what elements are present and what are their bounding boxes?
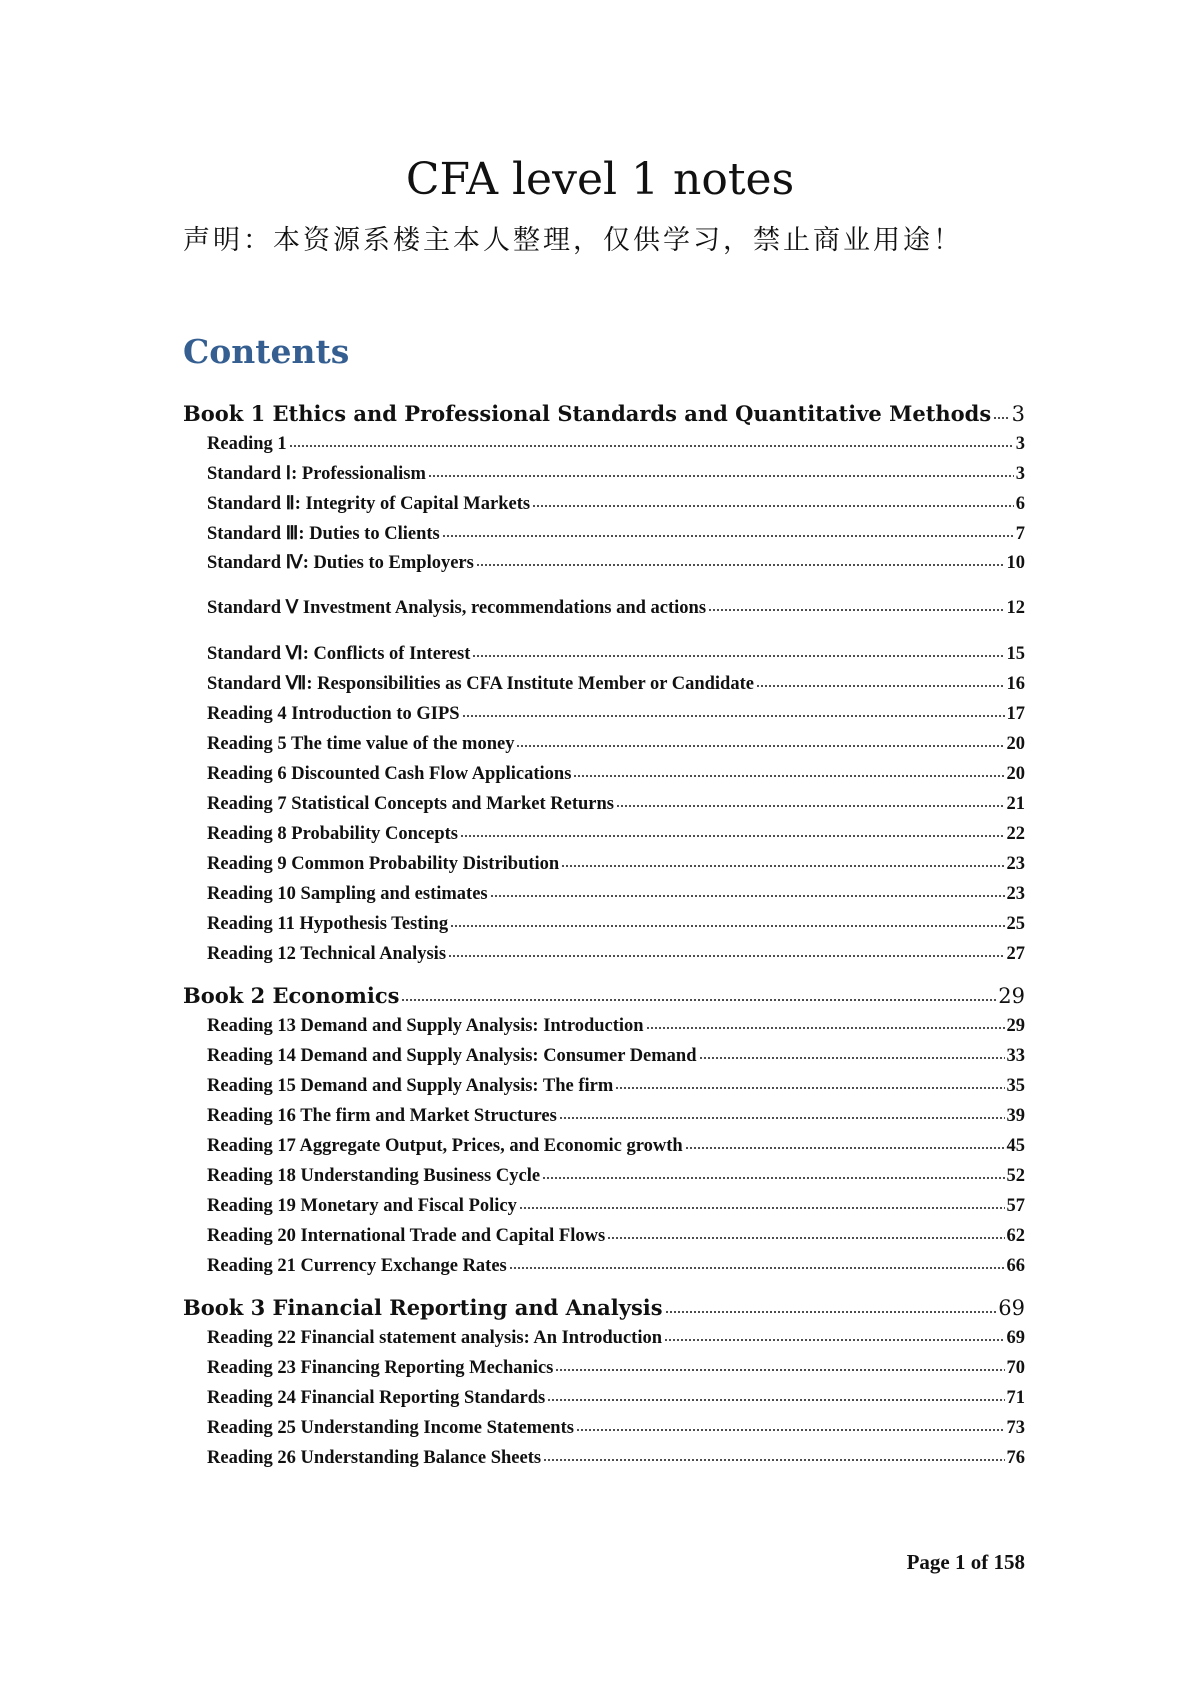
toc-entry-title: Standard Ⅴ Investment Analysis, recommendations and actions	[207, 597, 707, 618]
toc-entry-page: 22	[1006, 823, 1025, 844]
toc-dot-leader	[993, 402, 1009, 423]
toc-dot-leader	[542, 1164, 1004, 1183]
toc-entry-page: 25	[1006, 913, 1025, 934]
toc-entry-title: Reading 26 Understanding Balance Sheets	[207, 1447, 542, 1468]
toc-entry-page: 3	[1015, 433, 1025, 454]
footer-current-page: 1	[955, 1550, 966, 1574]
toc-entry[interactable]	[207, 1042, 1025, 1067]
toc-entry-page: 23	[1006, 883, 1025, 904]
footer-prefix: Page	[906, 1550, 955, 1574]
toc-dot-leader	[756, 672, 1005, 691]
toc-entry-page: 20	[1006, 763, 1025, 784]
toc-entry-title: Reading 4 Introduction to GIPS	[207, 703, 460, 724]
toc-entry[interactable]	[207, 460, 1025, 485]
toc-entry[interactable]	[207, 490, 1025, 515]
toc-book-entry[interactable]	[183, 1294, 1025, 1320]
toc-entry[interactable]	[207, 640, 1025, 665]
toc-dot-leader	[547, 1386, 1004, 1405]
toc-entry[interactable]	[207, 1444, 1025, 1469]
toc-entry[interactable]	[207, 1162, 1025, 1187]
toc-entry[interactable]	[207, 940, 1025, 965]
document-title: CFA level 1 notes	[405, 154, 795, 205]
toc-entry-title: Reading 15 Demand and Supply Analysis: The firm	[207, 1075, 614, 1096]
toc-entry[interactable]	[207, 670, 1025, 695]
toc-entry-title: Reading 11 Hypothesis Testing	[207, 913, 449, 934]
toc-entry-page: 15	[1006, 643, 1025, 664]
toc-book-entry[interactable]	[183, 982, 1025, 1008]
disclaimer-text: 声明：本资源系楼主本人整理，仅供学习，禁止商业用途！	[183, 225, 963, 256]
toc-entry-page: 52	[1006, 1165, 1025, 1186]
toc-entry-page: 33	[1006, 1045, 1025, 1066]
toc-entry-page: 62	[1006, 1225, 1025, 1246]
toc-entry[interactable]	[207, 594, 1025, 619]
toc-entry-page: 35	[1006, 1075, 1025, 1096]
toc-entry-title: Reading 24 Financial Reporting Standards	[207, 1387, 546, 1408]
toc-entry-title: Reading 18 Understanding Business Cycle	[207, 1165, 541, 1186]
toc-entry-title: Reading 25 Understanding Income Statements	[207, 1417, 574, 1438]
toc-entry[interactable]	[207, 1414, 1025, 1439]
toc-entry[interactable]	[207, 430, 1025, 455]
toc-entry-page: 23	[1006, 853, 1025, 874]
toc-dot-leader	[561, 852, 1004, 871]
toc-entry-title: Reading 14 Demand and Supply Analysis: Consumer Demand	[207, 1045, 697, 1066]
toc-dot-leader	[646, 1014, 1005, 1033]
toc-entry[interactable]	[207, 1222, 1025, 1247]
toc-entry-page: 3	[1011, 402, 1025, 426]
toc-dot-leader	[519, 1194, 1005, 1213]
toc-dot-leader	[685, 1134, 1005, 1153]
toc-entry-page: 16	[1006, 673, 1025, 694]
toc-entry-title: Standard Ⅵ: Conflicts of Interest	[207, 643, 471, 664]
toc-entry-page: 10	[1006, 552, 1025, 573]
toc-dot-leader	[490, 882, 1005, 901]
toc-entry-page: 7	[1015, 523, 1025, 544]
toc-entry-title: Reading 20 International Trade and Capital Flows	[207, 1225, 606, 1246]
toc-entry-title: Reading 8 Probability Concepts	[207, 823, 458, 844]
toc-dot-leader	[448, 942, 1004, 961]
toc-entry-title: Reading 13 Demand and Supply Analysis: Introduction	[207, 1015, 644, 1036]
toc-dot-leader	[462, 702, 1005, 721]
toc-entry-title: Reading 16 The firm and Market Structures	[207, 1105, 557, 1126]
toc-entry[interactable]	[207, 1012, 1025, 1037]
toc-entry-title: Standard Ⅲ: Duties to Clients	[207, 523, 440, 544]
toc-entry[interactable]	[207, 1072, 1025, 1097]
toc-entry-page: 69	[1006, 1327, 1025, 1348]
toc-entry-title: Reading 9 Common Probability Distribution	[207, 853, 560, 874]
toc-entry-title: Book 1 Ethics and Professional Standards and Quantitative Methods	[183, 401, 992, 426]
toc-entry-title: Standard Ⅶ: Responsibilities as CFA Institute Member or Candidate	[207, 673, 754, 694]
toc-entry[interactable]	[207, 820, 1025, 845]
toc-entry-page: 12	[1006, 597, 1025, 618]
page-footer	[907, 1550, 1025, 1575]
toc-entry-page: 66	[1006, 1255, 1025, 1276]
toc-entry[interactable]	[207, 1354, 1025, 1379]
toc-book-entry[interactable]	[183, 400, 1025, 426]
toc-entry[interactable]	[207, 880, 1025, 905]
toc-entry[interactable]	[207, 1192, 1025, 1217]
toc-entry-page: 29	[1006, 1015, 1025, 1036]
toc-dot-leader	[476, 551, 1005, 570]
toc-entry-page: 29	[998, 984, 1025, 1008]
toc-entry-title: Reading 6 Discounted Cash Flow Applications	[207, 763, 572, 784]
toc-entry-page: 69	[998, 1296, 1025, 1320]
toc-entry-page: 70	[1006, 1357, 1025, 1378]
toc-entry-title: Reading 1	[207, 433, 287, 454]
toc-entry-page: 21	[1006, 793, 1025, 814]
toc-dot-leader	[442, 522, 1014, 541]
toc-entry-page: 45	[1006, 1135, 1025, 1156]
toc-dot-leader	[532, 492, 1014, 511]
toc-entry-title: Reading 12 Technical Analysis	[207, 943, 447, 964]
toc-entry-page: 39	[1006, 1105, 1025, 1126]
toc-entry[interactable]	[207, 549, 1025, 574]
toc-dot-leader	[516, 732, 1004, 751]
toc-entry-page: 73	[1006, 1417, 1025, 1438]
toc-dot-leader	[699, 1044, 1005, 1063]
toc-entry-page: 20	[1006, 733, 1025, 754]
toc-dot-leader	[573, 762, 1004, 781]
toc-entry-page: 27	[1006, 943, 1025, 964]
toc-entry-title: Reading 23 Financing Reporting Mechanics	[207, 1357, 554, 1378]
toc-entry-title: Reading 19 Monetary and Fiscal Policy	[207, 1195, 517, 1216]
toc-dot-leader	[607, 1224, 1004, 1243]
toc-entry[interactable]	[207, 1252, 1025, 1277]
toc-entry-title: Reading 5 The time value of the money	[207, 733, 515, 754]
toc-dot-leader	[509, 1254, 1005, 1273]
toc-dot-leader	[555, 1356, 1004, 1375]
toc-entry[interactable]	[207, 910, 1025, 935]
toc-entry[interactable]	[207, 1384, 1025, 1409]
toc-dot-leader	[664, 1326, 1004, 1345]
toc-entry[interactable]	[207, 850, 1025, 875]
toc-dot-leader	[576, 1416, 1005, 1435]
footer-middle: of	[965, 1550, 994, 1574]
contents-heading: Contents	[183, 332, 350, 371]
toc-entry[interactable]	[207, 1102, 1025, 1127]
toc-entry-title: Reading 17 Aggregate Output, Prices, and Economic growth	[207, 1135, 683, 1156]
toc-entry[interactable]	[207, 700, 1025, 725]
toc-entry[interactable]	[207, 790, 1025, 815]
toc-entry-page: 71	[1006, 1387, 1025, 1408]
toc-dot-leader	[289, 432, 1014, 451]
toc-dot-leader	[401, 984, 996, 1005]
toc-dot-leader	[615, 1074, 1004, 1093]
toc-entry-page: 76	[1006, 1447, 1025, 1468]
toc-entry[interactable]	[207, 730, 1025, 755]
toc-dot-leader	[472, 642, 1004, 661]
toc-entry-title: Reading 21 Currency Exchange Rates	[207, 1255, 507, 1276]
toc-entry-title: Reading 10 Sampling and estimates	[207, 883, 488, 904]
toc-dot-leader	[460, 822, 1005, 841]
toc-entry-title: Reading 7 Statistical Concepts and Market Returns	[207, 793, 614, 814]
toc-entry-page: 3	[1015, 463, 1025, 484]
toc-entry[interactable]	[207, 1324, 1025, 1349]
toc-entry-page: 6	[1015, 493, 1025, 514]
toc-entry-title: Standard Ⅱ: Integrity of Capital Markets	[207, 493, 531, 514]
toc-entry[interactable]	[207, 760, 1025, 785]
toc-entry-title: Book 3 Financial Reporting and Analysis	[183, 1295, 663, 1320]
toc-entry[interactable]	[207, 520, 1025, 545]
toc-entry-title: Book 2 Economics	[183, 983, 400, 1008]
toc-dot-leader	[428, 462, 1014, 481]
toc-dot-leader	[665, 1296, 997, 1317]
toc-dot-leader	[450, 912, 1004, 931]
footer-total-pages: 158	[993, 1550, 1025, 1574]
toc-dot-leader	[559, 1104, 1005, 1123]
toc-entry-page: 57	[1006, 1195, 1025, 1216]
toc-dot-leader	[543, 1446, 1004, 1465]
toc-entry-page: 17	[1006, 703, 1025, 724]
toc-entry[interactable]	[207, 1132, 1025, 1157]
toc-entry-title: Standard Ⅳ: Duties to Employers	[207, 552, 474, 573]
toc-entry-title: Reading 22 Financial statement analysis: An Introduction	[207, 1327, 663, 1348]
toc-entry-title: Standard Ⅰ: Professionalism	[207, 463, 426, 484]
toc-dot-leader	[708, 596, 1004, 615]
toc-dot-leader	[616, 792, 1005, 811]
